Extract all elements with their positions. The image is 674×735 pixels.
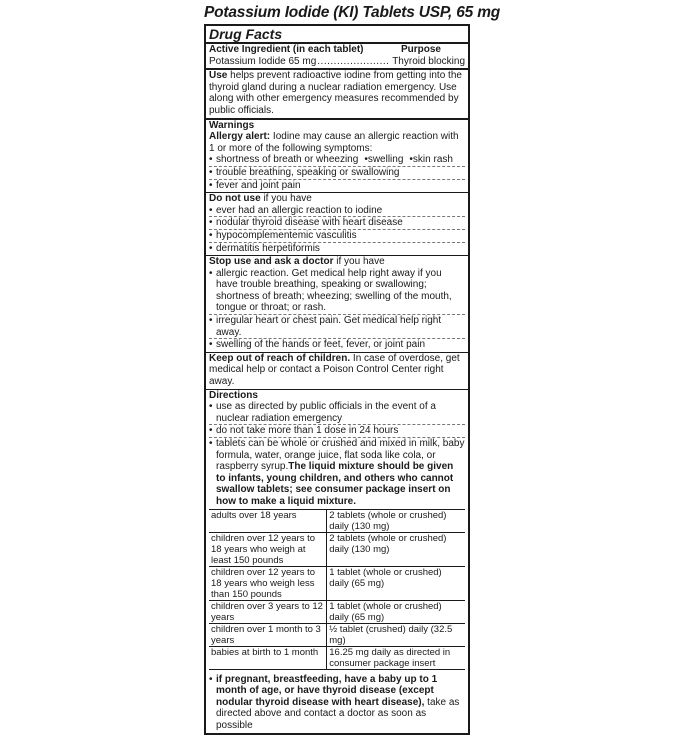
dosing-amount: ½ tablet (crushed) daily (32.5 mg) <box>327 623 465 646</box>
symptom-list-item <box>209 154 465 167</box>
ingredient-name: Potassium Iodide 65 mg <box>209 55 317 67</box>
dosing-amount: 1 tablet (whole or crushed) daily (65 mg) <box>327 600 465 623</box>
dosing-table-row <box>209 566 465 600</box>
dosing-table-body <box>209 509 465 669</box>
dosing-amount: 2 tablets (whole or crushed) daily (130 mg) <box>327 509 465 532</box>
purpose-heading: Purpose <box>400 44 441 55</box>
allergy-alert-heading: Allergy alert: <box>209 131 271 143</box>
stop-use-suffix: if you have <box>336 256 385 268</box>
drug-facts-panel <box>204 24 470 735</box>
stop-use-item: • swelling of the hands or feet, fever, or joint pain <box>209 339 465 351</box>
dosing-age-group: children over 12 years to 18 years who weigh at least 150 pounds <box>209 532 327 566</box>
drug-facts-header: Drug Facts <box>206 26 468 44</box>
do-not-use-heading: Do not use <box>209 193 261 205</box>
directions-item <box>209 438 465 508</box>
symptom-item: • fever and joint pain <box>209 180 465 192</box>
product-title: Potassium Iodide (KI) Tablets USP, 65 mg <box>204 4 501 21</box>
dosing-table-row <box>209 532 465 566</box>
do-not-use-item: • dermatitis herpetiformis <box>209 243 465 255</box>
dosing-age-group: adults over 18 years <box>209 509 327 532</box>
ingredient-purpose: Thyroid blocking <box>392 55 465 67</box>
do-not-use-item: • hypocomplementemic vasculitis <box>209 230 465 243</box>
allergy-alert <box>209 131 465 154</box>
dosing-table <box>209 509 465 670</box>
use-heading: Use <box>209 70 228 82</box>
directions-item-bold-text: The liquid mixture should be given to infants, young children, and others who cannot swallow tablets; see consumer package insert on how to make a liquid mixture. <box>216 461 454 507</box>
directions-item-text: tablets can be whole or crushed and mixed in milk, baby formula, water, orange juice, flat soda like cola, or raspberry syrup. <box>216 438 465 473</box>
active-ingredient-heading-row <box>209 44 465 56</box>
warnings-section <box>206 120 468 194</box>
dosing-table-row <box>209 623 465 646</box>
dosing-table-row <box>209 600 465 623</box>
active-ingredient-row <box>209 56 465 68</box>
dosing-amount: 1 tablet (whole or crushed) daily (65 mg) <box>327 566 465 600</box>
keep-out-section <box>206 353 468 390</box>
directions-item: • use as directed by public officials in the event of a nuclear radiation emergency <box>209 401 465 425</box>
use-text: helps prevent radioactive iodine from getting into the thyroid gland during a nuclear radiation emergency. Use along with other emergency measures recommended by public officials. <box>209 70 462 116</box>
leader-dots: ...................... <box>317 55 390 67</box>
dosing-table-row <box>209 646 465 669</box>
dosing-amount: 2 tablets (whole or crushed) daily (130 mg) <box>327 532 465 566</box>
symptom-item: • trouble breathing, speaking or swallowing <box>209 167 465 180</box>
do-not-use-item: • ever had an allergic reaction to iodine <box>209 205 465 218</box>
directions-final-text: take as directed above and contact a doctor as soon as possible <box>216 696 460 731</box>
directions-final-item <box>209 674 465 732</box>
symptom-item: • swelling <box>364 154 403 166</box>
stop-use-section <box>206 256 468 353</box>
dosing-amount: 16.25 mg daily as directed in consumer package insert <box>327 646 465 669</box>
drug-facts-label <box>204 4 501 735</box>
do-not-use-section <box>206 193 468 256</box>
stop-use-item: • irregular heart or chest pain. Get medical help right away. <box>209 315 465 339</box>
directions-final-bold: if pregnant, breastfeeding, have a baby up to 1 month of age, or have thyroid disease (except nodular thyroid disease with heart disease), <box>216 673 438 708</box>
directions-section <box>206 390 468 733</box>
keep-out-text: In case of overdose, get medical help or contact a Poison Control Center right away. <box>209 352 460 388</box>
dosing-table-row <box>209 509 465 532</box>
do-not-use-suffix: if you have <box>263 193 312 205</box>
directions-item: • do not take more than 1 dose in 24 hours <box>209 425 465 438</box>
directions-heading: Directions <box>209 389 258 401</box>
do-not-use-item: • nodular thyroid disease with heart disease <box>209 217 465 230</box>
keep-out-heading: Keep out of reach of children. <box>209 352 351 364</box>
stop-use-heading: Stop use and ask a doctor <box>209 256 334 268</box>
symptom-item: • shortness of breath or wheezing <box>216 154 359 166</box>
warnings-heading: Warnings <box>209 119 255 131</box>
symptom-item: • skin rash <box>409 154 453 166</box>
dosing-age-group: children over 1 month to 3 years <box>209 623 327 646</box>
dosing-age-group: babies at birth to 1 month <box>209 646 327 669</box>
active-ingredient-section <box>206 44 468 70</box>
allergy-alert-text: Iodine may cause an allergic reaction with 1 or more of the following symptoms: <box>209 131 459 154</box>
dosing-age-group: children over 3 years to 12 years <box>209 600 327 623</box>
active-ingredient-heading: Active Ingredient (in each tablet) <box>209 44 364 55</box>
use-section <box>206 70 468 119</box>
stop-use-item: • allergic reaction. Get medical help right away if you have trouble breathing, speaking or swallowing; shortness of breath; wheezing; swelling of the mouth, tongue or throat; or rash. <box>209 268 465 315</box>
dosing-age-group: children over 12 years to 18 years who weigh less than 150 pounds <box>209 566 327 600</box>
